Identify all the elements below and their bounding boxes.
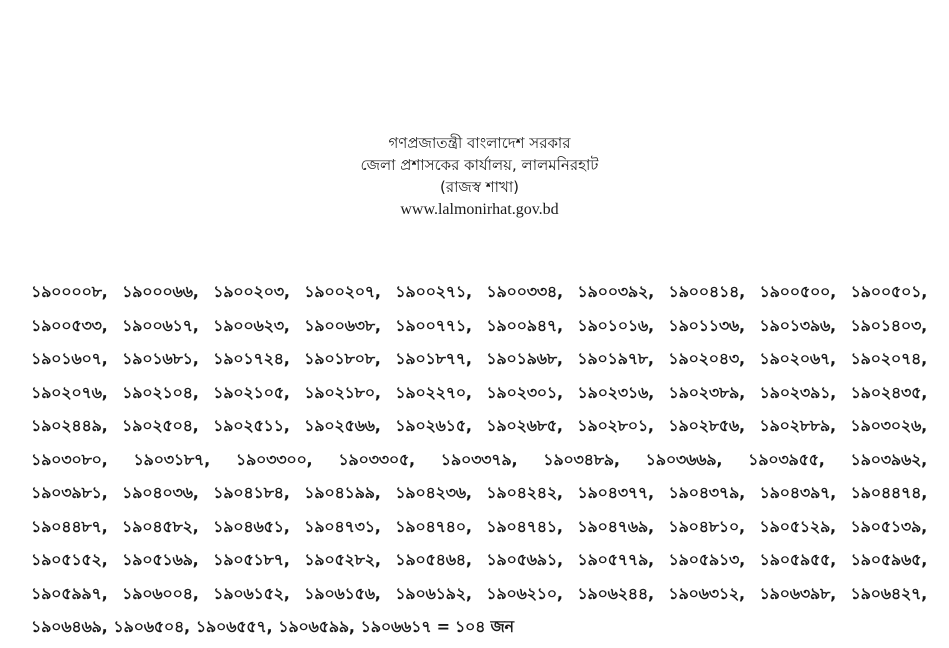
roll-number: ১৯০৩৩৭৯, <box>440 449 518 469</box>
roll-number: ১৯০২২৭০, <box>395 382 472 402</box>
roll-number: ১৯০২৩১৬, <box>577 382 654 402</box>
roll-number: ১৯০১০১৬, <box>577 315 654 335</box>
roll-number: ১৯০৪০৩৬, <box>122 483 199 502</box>
roll-number: ১৯০৬১৫৬, <box>304 583 381 603</box>
roll-number: ১৯০৫৯৫৫, <box>759 550 836 569</box>
roll-number: ১৯০৬২১০, <box>486 583 563 603</box>
roll-number: ১৯০২৪৪৯, <box>31 416 108 435</box>
roll-number: ১৯০১৮০৮, <box>304 349 381 368</box>
roll-number: ১৯০৩৯৫৫, <box>748 449 825 469</box>
roll-number: ১৯০০৭৭১, <box>395 315 472 335</box>
roll-number: ১৯০০৬২৩, <box>213 315 290 335</box>
branch-name: (রাজস্ব শাখা) <box>439 178 520 196</box>
roll-number: ১৯০৫১৬৯, <box>122 550 199 569</box>
roll-number: ১৯০২৬১৫, <box>395 416 472 435</box>
roll-number: ১৯০১৭২৪, <box>213 349 290 368</box>
roll-number: ১৯০৫১৮৭, <box>213 550 290 569</box>
roll-number: ১৯০১৯৭৮, <box>577 349 654 368</box>
roll-number: ১৯০২৮৮৯, <box>759 416 836 435</box>
roll-row <box>31 313 927 347</box>
roll-number: ১৯০৬১৫২, <box>213 583 290 603</box>
roll-number: ১৯০০৫০১, <box>850 282 927 301</box>
roll-number: ১৯০৩১৮৭, <box>133 449 210 469</box>
roll-number: ১৯০৫৯১৩, <box>668 550 745 569</box>
roll-number: ১৯০৫১৫২, <box>31 550 108 569</box>
roll-number: ১৯০১১৩৬, <box>668 315 745 335</box>
roll-number: ১৯০২০৭৬, <box>31 382 108 402</box>
roll-number: ১৯০০০৬৬, <box>122 282 199 301</box>
roll-row <box>31 413 927 447</box>
roll-row <box>31 380 927 414</box>
roll-number: ১৯০৪৫৮২, <box>122 516 199 536</box>
roll-number: ১৯০৩৪৮৯, <box>543 449 620 469</box>
roll-number: ১৯০৬৫৫৭, <box>195 617 273 636</box>
roll-row <box>31 514 927 548</box>
roll-number: ১৯০৪৩৭৯, <box>668 483 745 502</box>
roll-number: ১৯০২৫০৪, <box>122 416 199 435</box>
roll-number: ১৯০৪৩৯৭, <box>759 483 836 502</box>
roll-number: ১৯০৪১৮৪, <box>213 483 290 502</box>
roll-number: ১৯০২১০৫, <box>213 382 290 402</box>
roll-number: ১৯০২৮৫৬, <box>668 416 745 435</box>
roll-number: ১৯০৪৭৬৯, <box>577 516 654 536</box>
roll-number: ১৯০২০৬৭, <box>759 349 836 368</box>
roll-number: ১৯০৫১৩৯, <box>850 516 927 536</box>
roll-number: ১৯০০২০৭, <box>304 282 381 301</box>
roll-number: ১৯০২৩০১, <box>486 382 563 402</box>
roll-number: ১৯০৩৯৮১, <box>31 483 108 502</box>
roll-number: ১৯০৫৯৬৫, <box>850 550 927 569</box>
roll-number: ১৯০২৫১১, <box>213 416 290 435</box>
roll-number: ১৯০৫৭৭৯, <box>577 550 654 569</box>
roll-number: ১৯০০৬১৭, <box>122 315 199 335</box>
roll-row <box>31 547 927 581</box>
roll-number: ১৯০৪৭৩১, <box>304 516 381 536</box>
roll-number: ১৯০৪৭৪১, <box>486 516 563 536</box>
government-title: গণপ্রজাতন্ত্রী বাংলাদেশ সরকার <box>388 134 571 152</box>
roll-number: ১৯০০৩৩৪, <box>486 282 563 301</box>
roll-number: ১৯০১৮৭৭, <box>395 349 472 368</box>
roll-number: ১৯০০৬৩৮, <box>304 315 381 335</box>
roll-number: ১৯০২৩৯১, <box>759 382 836 402</box>
roll-row <box>31 447 927 481</box>
roll-number: ১৯০০৫০০, <box>759 282 836 301</box>
roll-number: ১৯০৩০৮০, <box>31 449 108 469</box>
roll-number: ১৯০০২৭১, <box>395 282 472 301</box>
roll-number: ১৯০০০০৮, <box>31 282 108 301</box>
roll-number: ১৯০৪৪৮৭, <box>31 516 108 536</box>
roll-number: ১৯০৬৪৬৯, <box>31 617 108 636</box>
roll-number: ১৯০৪৭৪০, <box>395 516 472 536</box>
roll-number: ১৯০০৫৩৩, <box>31 315 108 335</box>
roll-number: ১৯০৬০০৪, <box>122 583 199 603</box>
roll-number: ১৯০২৮০১, <box>577 416 654 435</box>
office-header <box>0 132 949 222</box>
roll-number: ১৯০২৬৮৫, <box>486 416 563 435</box>
roll-number: ১৯০১৩৯৬, <box>759 315 836 335</box>
roll-number: ১৯০৫২৮২, <box>304 550 381 569</box>
roll-number: ১৯০০৪১৪, <box>668 282 745 301</box>
roll-number: ১৯০২৫৬৬, <box>304 416 381 435</box>
roll-row <box>31 279 927 313</box>
roll-number: ১৯০৬৩১২, <box>668 583 745 603</box>
roll-number: ১৯০১৪০৩, <box>850 315 927 335</box>
roll-number: ১৯০৬৫৯৯, <box>278 617 355 636</box>
roll-number: ১৯০৬২৪৪, <box>577 583 654 603</box>
roll-number: ১৯০৩৩০০, <box>235 449 313 469</box>
roll-number: ১৯০১৬৮১, <box>122 349 199 368</box>
roll-number: ১৯০৬৪২৭, <box>850 583 927 603</box>
office-name: জেলা প্রশাসকের কার্যালয়, লালমনিরহাট <box>360 156 599 174</box>
roll-row <box>31 346 927 380</box>
roll-number: ১৯০৬৩৯৮, <box>759 583 836 603</box>
roll-number: ১৯০৪২৪২, <box>486 483 563 502</box>
roll-number: ১৯০৪৩৭৭, <box>577 483 654 502</box>
roll-number: ১৯০৩০২৬, <box>850 416 927 435</box>
roll-number: ১৯০২০৪৩, <box>668 349 745 368</box>
roll-number: ১৯০৪৬৫১, <box>213 516 290 536</box>
roll-number: ১৯০৩৯৬২, <box>850 449 927 469</box>
roll-number: ১৯০৩৬৬৯, <box>645 449 723 469</box>
roll-number: ১৯০২১৮০, <box>304 382 381 402</box>
roll-number: ১৯০৬১৯২, <box>395 583 472 603</box>
roll-row <box>31 480 927 514</box>
roll-number: ১৯০০৩৯২, <box>577 282 654 301</box>
roll-number: ১৯০১৬০৭, <box>31 349 108 368</box>
roll-number: ১৯০৫৯৯৭, <box>31 583 108 603</box>
roll-number: ১৯০৩৩০৫, <box>338 449 415 469</box>
roll-number: ১৯০৪৮১০, <box>668 516 745 536</box>
roll-number: ১৯০৪১৯৯, <box>304 483 381 502</box>
roll-number: ১৯০২০৭৪, <box>850 349 927 368</box>
roll-number: ১৯০৫৪৬৪, <box>395 550 472 569</box>
roll-number: ১৯০০৯৪৭, <box>486 315 563 335</box>
roll-number: ১৯০২৩৮৯, <box>668 382 745 402</box>
roll-number: ১৯০৪২৩৬, <box>395 483 472 502</box>
roll-number: ১৯০২১০৪, <box>122 382 199 402</box>
roll-number: ১৯০১৯৬৮, <box>486 349 563 368</box>
roll-number: ১৯০৫১২৯, <box>759 516 836 536</box>
roll-number: ১৯০২৪৩৫, <box>850 382 927 402</box>
website-link[interactable]: www.lalmonirhat.gov.bd <box>400 201 559 218</box>
roll-number: ১৯০৫৬৯১, <box>486 550 563 569</box>
roll-number: ১৯০০২০৩, <box>213 282 290 301</box>
roll-number: ১৯০৪৪৭৪, <box>850 483 927 502</box>
roll-total-summary: ১৯০৬৬১৭ = ১০৪ জন <box>360 617 514 636</box>
roll-row <box>31 581 927 615</box>
roll-number-list <box>31 279 927 648</box>
roll-number: ১৯০৬৫০৪, <box>113 617 190 636</box>
